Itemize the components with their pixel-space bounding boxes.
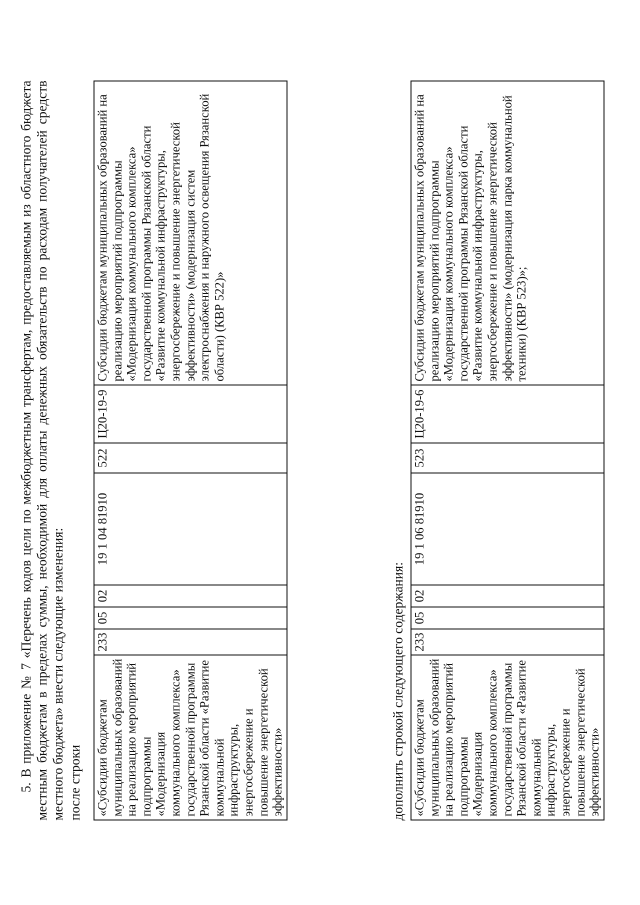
table-row	[94, 81, 287, 820]
target-code-cell: Ц20-19-6	[411, 385, 604, 443]
expense-type-cell: 523	[411, 443, 604, 473]
new-row-table	[410, 80, 604, 820]
code-cell: 233	[94, 629, 287, 655]
after-row-label: после строки	[66, 744, 82, 820]
code-cell: 233	[411, 629, 604, 655]
existing-row-table	[93, 80, 287, 820]
section-cell: 05	[411, 607, 604, 629]
section-cell: 05	[94, 607, 287, 629]
subsection-cell: 02	[94, 585, 287, 607]
middle-instruction: дополнить строкой следующего содержания:	[390, 561, 405, 820]
subsection-cell: 02	[411, 585, 604, 607]
purpose-cell: Субсидии бюджетам муниципальных образований на реализацию мероприятий подпрограммы «Модернизация коммунального комплекса» государственной программы Рязанской области «Развитие коммунальной инфраструктуры, энергосбережение и повышение энергетической эффективности» (модернизация систем электроснабжения и наружного освещения Рязанской области) (КВР 522)»	[94, 81, 287, 385]
amendment-text: 5. В приложение № 7 «Перечень кодов цели по межбюджетным трансфертам, предоставляемым из областного бюджета местным бюджетам в пределах суммы, необходимой для оплаты денежных обязательств по расходам получателей средств местного бюджета» внести следующие изменения:	[18, 80, 66, 820]
table-row	[411, 81, 604, 820]
expense-type-cell: 522	[94, 443, 287, 473]
subsidy-name-cell: «Субсидии бюджетам муниципальных образований на реализацию мероприятий подпрограммы «Модернизация коммунального комплекса» государственной программы Рязанской области «Развитие коммунальной инфраструктуры, энергосбережение и повышение энергетической эффективности»	[411, 655, 604, 820]
target-code-cell: Ц20-19-9	[94, 385, 287, 443]
target-article-cell: 19 1 06 81910	[411, 473, 604, 585]
intro-paragraph	[18, 80, 83, 820]
purpose-cell: Субсидии бюджетам муниципальных образований на реализацию мероприятий подпрограммы «Модернизация коммунального комплекса» государственной программы Рязанской области «Развитие коммунальной инфраструктуры, энергосбережение и повышение энергетической эффективности» (модернизация парка коммунальной техники) (КВР 523)»;	[411, 81, 604, 385]
target-article-cell: 19 1 04 81910	[94, 473, 287, 585]
subsidy-name-cell: «Субсидии бюджетам муниципальных образований на реализацию мероприятий подпрограммы «Модернизация коммунального комплекса» государственной программы Рязанской области «Развитие коммунальной инфраструктуры, энергосбережение и повышение энергетической эффективности»	[94, 655, 287, 820]
